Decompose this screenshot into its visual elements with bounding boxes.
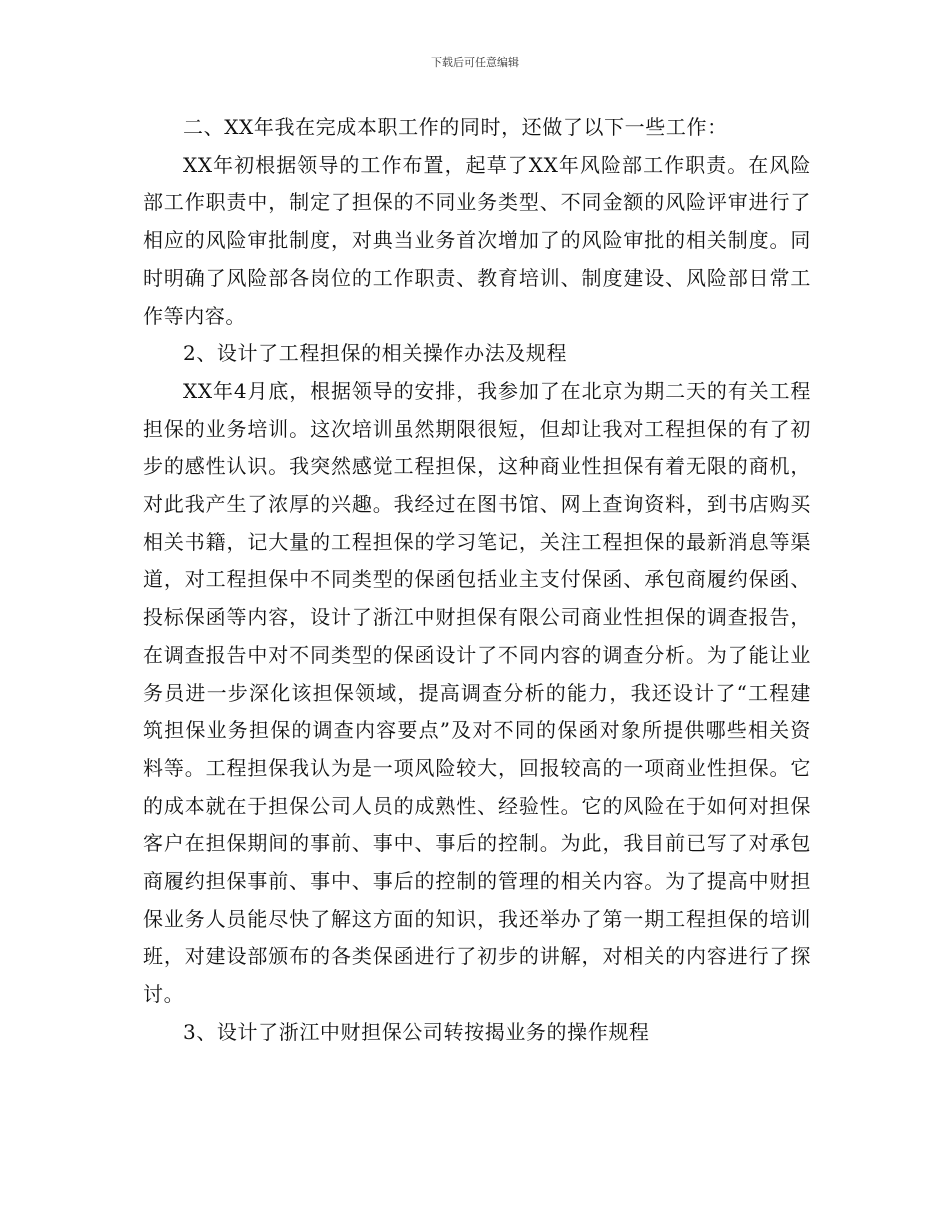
- item-heading-3: 3、设计了浙江中财担保公司转按揭业务的操作规程: [183, 1019, 650, 1044]
- paragraph-engineering-guarantee: XX年4月底，根据领导的安排，我参加了在北京为期二天的有关工程担保的业务培训。这次培训虽然期限很短，但却让我对工程担保的有了初步的感性认识。我突然感觉工程担保，这种商业性担保有着无限的商机，对此我产生了浓厚的兴趣。我经过在图书馆、网上查询资料，到书店购买相关书籍，记大量的工程担保的学习笔记，关注工程担保的最新消息等渠道，对工程担保中不同类型的保函包括业主支付保函、承包商履约保函、投标保函等内容，设计了浙江中财担保有限公司商业性担保的调查报告，在调查报告中对不同类型的保函设计了不同内容的调查分析。为了能让业务员进一步深化该担保领域，提高调查分析的能力，我还设计了“工程建筑担保业务担保的调查内容要点”及对不同的保函对象所提供哪些相关资料等。工程担保我认为是一项风险较大，回报较高的一项商业性担保。它的成本就在于担保公司人员的成熟性、经验性。它的风险在于如何对担保客户在担保期间的事前、事中、事后的控制。为此，我目前已写了对承包商履约担保事前、事中、事后的控制的管理的相关内容。为了提高中财担保业务人员能尽快了解这方面的知识，我还举办了第一期工程担保的培训班，对建设部颁布的各类保函进行了初步的讲解，对相关的内容进行了探讨。: [143, 378, 811, 1007]
- section-heading-two: 二、XX年我在完成本职工作的同时，还做了以下一些工作：: [183, 115, 728, 139]
- document-body: [143, 109, 811, 1052]
- item-heading-2: 2、设计了工程担保的相关操作办法及规程: [183, 341, 568, 366]
- page-header: 下载后可任意编辑: [431, 56, 519, 69]
- paragraph-risk-duties: XX年初根据领导的工作布置，起草了XX年风险部工作职责。在风险部工作职责中，制定了担保的不同业务类型、不同金额的风险评审进行了相应的风险审批制度，对典当业务首次增加了的风险审批的相关制度。同时明确了风险部各岗位的工作职责、教育培训、制度建设、风险部日常工作等内容。: [143, 152, 811, 328]
